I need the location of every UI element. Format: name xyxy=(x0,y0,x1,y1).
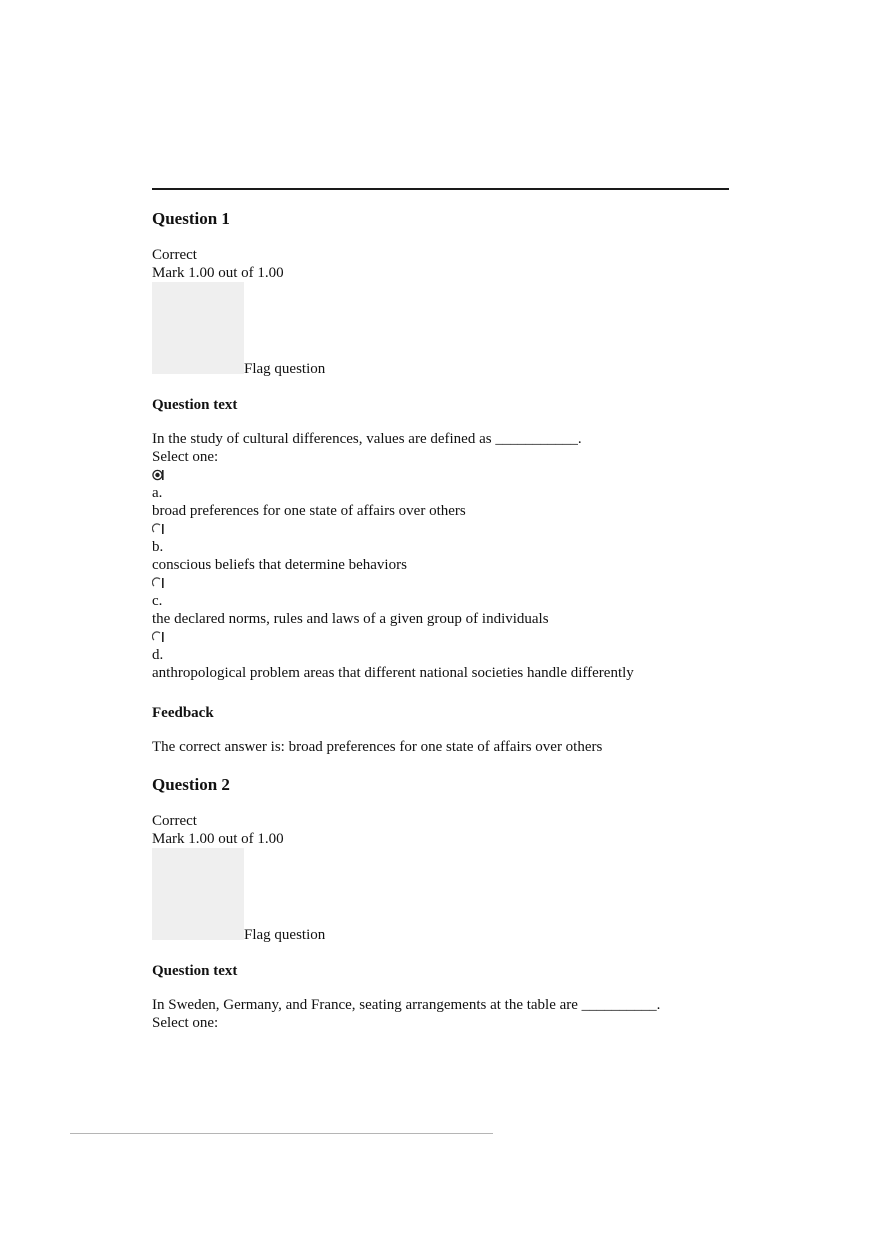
feedback-heading: Feedback xyxy=(152,705,214,721)
feedback-text: The correct answer is: broad preferences for one state of affairs over others xyxy=(152,739,603,755)
flag-icon xyxy=(152,848,244,940)
select-one-prompt: Select one: xyxy=(152,449,219,465)
flag-icon xyxy=(152,282,244,374)
flag-question-label: Flag question xyxy=(244,361,326,377)
question-text-heading: Question text xyxy=(152,397,238,413)
answer-option-d[interactable] xyxy=(152,628,732,682)
flag-question-link[interactable] xyxy=(152,282,732,377)
question-grade: Mark 1.00 out of 1.00 xyxy=(152,265,284,281)
answer-option-c[interactable] xyxy=(152,574,732,628)
answer-option-b[interactable] xyxy=(152,520,732,574)
option-text: broad preferences for one state of affairs over others xyxy=(152,503,466,519)
option-text: conscious beliefs that determine behaviors xyxy=(152,557,407,573)
answer-option-a[interactable] xyxy=(152,466,732,520)
question-number: Question 1 xyxy=(152,209,230,228)
radio-unselected-icon[interactable] xyxy=(152,523,164,535)
option-text: the declared norms, rules and laws of a given group of individuals xyxy=(152,611,549,627)
question-2 xyxy=(152,774,732,1032)
radio-unselected-icon[interactable] xyxy=(152,631,164,643)
bottom-divider xyxy=(70,1133,493,1134)
question-text-heading: Question text xyxy=(152,963,238,979)
question-state: Correct xyxy=(152,813,197,829)
question-number: Question 2 xyxy=(152,775,230,794)
option-text: anthropological problem areas that different national societies handle differently xyxy=(152,665,634,681)
radio-selected-icon[interactable] xyxy=(152,469,164,481)
option-letter: c. xyxy=(152,593,163,609)
select-one-prompt: Select one: xyxy=(152,1015,219,1031)
question-text: In the study of cultural differences, values are defined as ___________. xyxy=(152,431,582,447)
option-letter: a. xyxy=(152,485,163,501)
radio-unselected-icon[interactable] xyxy=(152,577,164,589)
option-letter: b. xyxy=(152,539,164,555)
quiz-review xyxy=(152,208,732,1032)
question-state: Correct xyxy=(152,247,197,263)
question-text: In Sweden, Germany, and France, seating arrangements at the table are __________. xyxy=(152,997,661,1013)
flag-question-link[interactable] xyxy=(152,848,732,943)
option-letter: d. xyxy=(152,647,164,663)
question-grade: Mark 1.00 out of 1.00 xyxy=(152,831,284,847)
flag-question-label: Flag question xyxy=(244,927,326,943)
question-1 xyxy=(152,208,732,756)
answer-options xyxy=(152,466,732,682)
top-divider xyxy=(152,188,729,190)
